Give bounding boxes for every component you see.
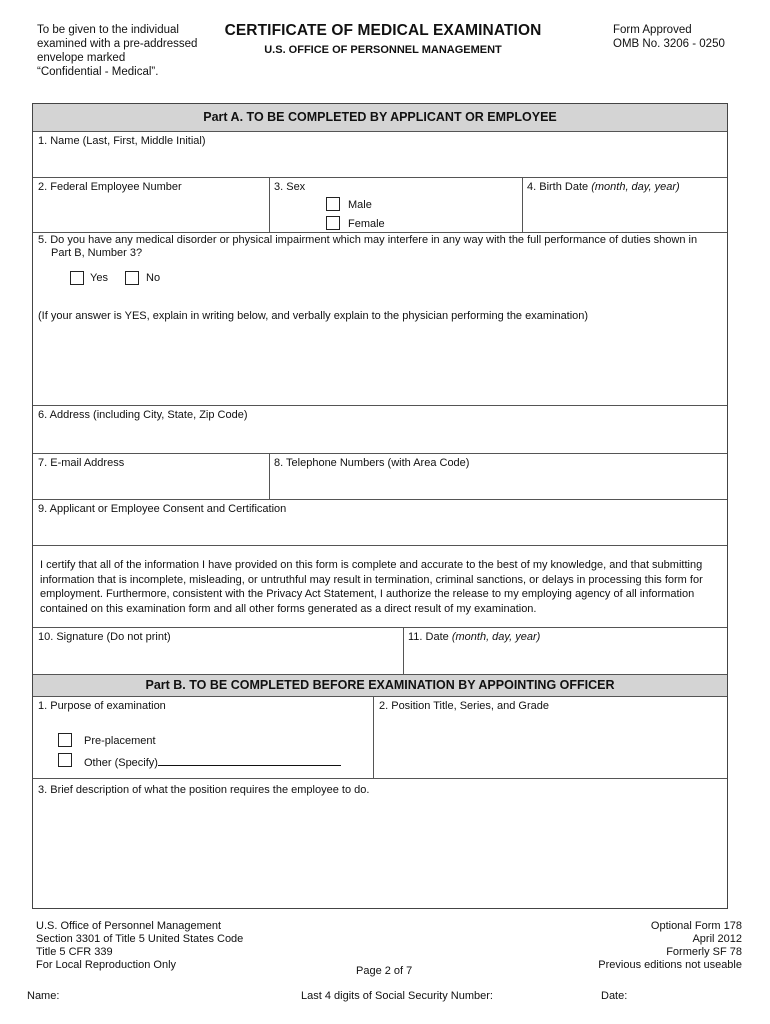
consent-label: 9. Applicant or Employee Consent and Certification [38, 503, 287, 515]
federal-employee-number-label: 2. Federal Employee Number [38, 181, 182, 193]
impairment-explain-instruction: (If your answer is YES, explain in writing below, and verbally explain to the physician performing the examination) [38, 310, 589, 322]
header-instruction-line: examined with a pre-addressed [37, 38, 198, 50]
certification-line: contained on this examination form and all other forms generated as a direct result of my examination. [40, 602, 537, 615]
female-checkbox[interactable] [326, 216, 340, 230]
medical-exam-form [32, 103, 728, 909]
name-label: 1. Name (Last, First, Middle Initial) [38, 135, 206, 147]
signature-label: 10. Signature (Do not print) [38, 631, 171, 643]
editions-note: Previous editions not useable [598, 959, 742, 971]
header-instruction-line: envelope marked [37, 52, 126, 64]
other-specify-text: Other (Specify) [84, 757, 158, 769]
former-form: Formerly SF 78 [666, 946, 742, 958]
certification-line: I certify that all of the information I have provided on this form is complete and accurate to the best of my knowledge, and that submitting [40, 559, 703, 571]
form-title: CERTIFICATE OF MEDICAL EXAMINATION [224, 22, 542, 39]
position-title-label: 2. Position Title, Series, and Grade [379, 700, 549, 712]
footer-ssn-field[interactable] [505, 988, 595, 1004]
footer-cfr: Title 5 CFR 339 [36, 946, 113, 958]
page-number: Page 2 of 7 [356, 965, 413, 977]
birth-date-label [527, 181, 680, 193]
footer-right [598, 920, 742, 972]
footer-date-field[interactable] [632, 988, 742, 1004]
email-label: 7. E-mail Address [38, 457, 125, 469]
sex-label: 3. Sex [274, 181, 306, 193]
divider [33, 696, 727, 697]
male-checkbox[interactable] [326, 197, 340, 211]
divider [403, 627, 404, 674]
divider [33, 177, 727, 178]
telephone-field[interactable] [271, 470, 727, 498]
other-specify-label [84, 754, 341, 769]
footer-left [36, 920, 243, 972]
female-label: Female [348, 218, 385, 230]
impairment-question-cont: Part B, Number 3? [51, 247, 143, 259]
pre-placement-label: Pre-placement [84, 735, 156, 747]
signature-date-label [408, 631, 540, 643]
divider [33, 545, 727, 546]
impairment-question: 5. Do you have any medical disorder or physical impairment which may interfere in any way with the full performance of duties shown in [38, 234, 698, 246]
telephone-label: 8. Telephone Numbers (with Area Code) [274, 457, 470, 469]
divider [269, 177, 270, 232]
header-title-block [218, 22, 548, 56]
footer-name-label: Name: [27, 990, 60, 1002]
divider [33, 778, 727, 779]
pre-placement-checkbox[interactable] [58, 733, 72, 747]
impairment-explanation-field[interactable] [33, 326, 727, 404]
part-a-heading: Part A. TO BE COMPLETED BY APPLICANT OR EMPLOYEE [33, 104, 727, 131]
other-specify-line[interactable] [158, 754, 341, 766]
divider [33, 131, 727, 132]
other-checkbox[interactable] [58, 753, 72, 767]
signature-field[interactable] [33, 644, 401, 673]
divider [269, 453, 270, 499]
footer-date-label: Date: [601, 990, 628, 1002]
divider [33, 627, 727, 628]
no-label: No [146, 272, 161, 284]
form-approval [613, 23, 725, 51]
certification-statement [40, 558, 724, 616]
footer-agency: U.S. Office of Personnel Management [36, 920, 222, 932]
footer-reproduction: For Local Reproduction Only [36, 959, 177, 971]
signature-date-label-text: 11. Date [408, 631, 452, 643]
email-field[interactable] [33, 470, 267, 498]
birth-date-format: (month, day, year) [591, 181, 680, 193]
purpose-label: 1. Purpose of examination [38, 700, 166, 712]
position-title-field[interactable] [375, 713, 727, 777]
divider [33, 453, 727, 454]
divider [373, 696, 374, 778]
address-field[interactable] [33, 422, 727, 452]
position-description-label: 3. Brief description of what the position requires the employee to do. [38, 784, 370, 796]
divider [33, 232, 727, 233]
form-date: April 2012 [692, 933, 742, 945]
birth-date-label-text: 4. Birth Date [527, 181, 592, 193]
signature-date-field[interactable] [405, 644, 727, 673]
part-b-heading: Part B. TO BE COMPLETED BEFORE EXAMINATION BY APPOINTING OFFICER [33, 675, 727, 696]
header-instruction-line: “Confidential - Medical”. [37, 66, 159, 78]
male-label: Male [348, 199, 372, 211]
name-field[interactable] [33, 148, 727, 176]
certification-line: employment. Furthermore, consistent with the Privacy Act Statement, I authorize the release to my employing agency of all information [40, 588, 695, 600]
position-description-field[interactable] [33, 798, 727, 908]
footer-name-field[interactable] [64, 988, 284, 1004]
footer-ssn-label: Last 4 digits of Social Security Number: [301, 990, 493, 1002]
address-label: 6. Address (including City, State, Zip Code) [38, 409, 248, 421]
form-subtitle: U.S. OFFICE OF PERSONNEL MANAGEMENT [264, 44, 502, 56]
federal-employee-number-field[interactable] [33, 194, 267, 230]
header-instruction-line: To be given to the individual [37, 24, 179, 36]
divider [33, 499, 727, 500]
yes-checkbox[interactable] [70, 271, 84, 285]
footer-authority: Section 3301 of Title 5 United States Code [36, 933, 244, 945]
form-number: Optional Form 178 [650, 920, 742, 932]
divider [33, 405, 727, 406]
omb-number: OMB No. 3206 - 0250 [613, 38, 725, 50]
birth-date-field[interactable] [523, 194, 727, 230]
form-approved-text: Form Approved [613, 24, 692, 36]
no-checkbox[interactable] [125, 271, 139, 285]
certification-line: information that is incomplete, misleading, or untruthful may result in termination, criminal sanctions, or delays in processing this form for [40, 573, 703, 586]
header-instructions [37, 23, 212, 79]
signature-date-format: (month, day, year) [451, 631, 541, 643]
yes-label: Yes [90, 272, 108, 284]
